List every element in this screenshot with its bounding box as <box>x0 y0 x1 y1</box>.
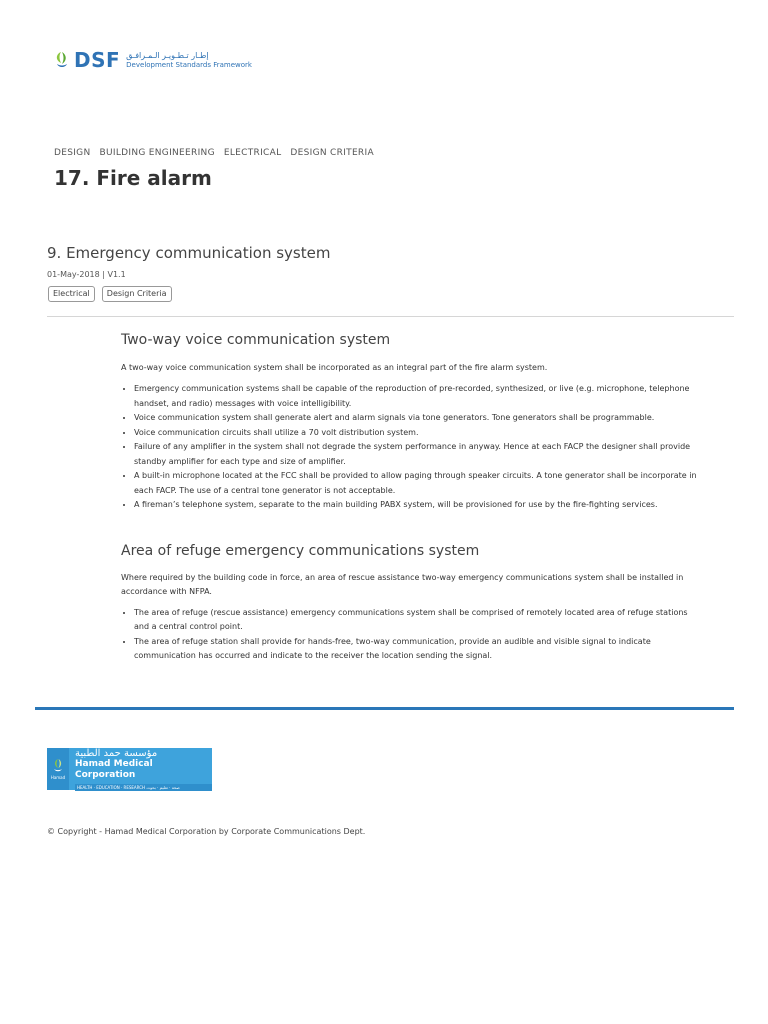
list-item: • The area of refuge station shall provide for hands-free, two-way communication, provide an audible and visible signal to indicate communication has occurred and indicate to the receiver the location sending the signal. <box>134 635 701 664</box>
block-intro: Where required by the building code in force, an area of rescue assistance two-way emergency communications system shall be installed in accordance with NFPA. <box>121 572 684 596</box>
breadcrumb-building-engineering[interactable]: BUILDING ENGINEERING <box>99 148 215 158</box>
hmc-logo-text <box>69 748 212 790</box>
section-title: 9. Emergency communication system <box>47 244 331 262</box>
copyright-text: © Copyright - Hamad Medical Corporation by Corporate Communications Dept. <box>47 827 366 836</box>
logo-wordmark: DSF <box>74 48 121 72</box>
bullet-list <box>121 606 701 664</box>
list-item: • The area of refuge (rescue assistance) emergency communications system shall be comprised of remotely located area of refuge stations and a central control point. <box>134 606 701 635</box>
footer-divider <box>35 707 734 710</box>
list-item: • Failure of any amplifier in the system shall not degrade the system performance in anyway. Hence at each FACP the designer shall provide standby amplifier for each type and size of amplifier. <box>134 440 701 469</box>
tag-electrical[interactable]: Electrical <box>48 286 95 302</box>
list-item: • A built-in microphone located at the FCC shall be provided to allow paging through speaker circuits. A tone generator shall be incorporate in each FACP. The use of a central tone generator is not acceptable. <box>134 469 701 498</box>
block-intro: A two-way voice communication system shall be incorporated as an integral part of the fire alarm system. <box>121 363 548 372</box>
block-heading: Two-way voice communication system <box>121 332 391 348</box>
hmc-side-label: Hamad <box>50 775 66 780</box>
dsf-logo[interactable] <box>53 50 252 70</box>
tag-design-criteria[interactable]: Design Criteria <box>102 286 172 302</box>
hmc-logo[interactable] <box>47 748 212 790</box>
list-item: • Emergency communication systems shall be capable of the reproduction of pre-recorded, synthesized, or live (e.g. microphone, telephone handset, and radio) messages with voice intelligibility. <box>134 382 701 411</box>
hmc-tagline: HEALTH · EDUCATION · RESEARCH صحة · تعليم · بحوث <box>75 784 212 791</box>
page-title: 17. Fire alarm <box>54 166 212 190</box>
list-item: • Voice communication circuits shall utilize a 70 volt distribution system. <box>134 426 701 441</box>
breadcrumb-design[interactable]: DESIGN <box>54 148 91 158</box>
list-item: • A fireman’s telephone system, separate to the main building PABX system, will be provisioned for use by the fire-fighting services. <box>134 498 701 513</box>
logo-text <box>126 51 252 70</box>
block-area-of-refuge <box>121 543 701 664</box>
hmc-english-name: Hamad Medical Corporation <box>75 758 153 780</box>
tag-list <box>48 286 172 302</box>
block-two-way-voice <box>121 332 701 513</box>
article-body <box>121 332 701 694</box>
block-heading: Area of refuge emergency communications system <box>121 542 480 559</box>
breadcrumb <box>54 148 374 158</box>
hmc-leaf-icon <box>51 758 65 774</box>
logo-arabic: إطـار تـطـويـر الـمـرافـق <box>126 50 209 60</box>
section-meta: 01-May-2018 | V1.1 <box>47 270 126 279</box>
dsf-leaf-icon <box>53 50 70 70</box>
list-item: • Voice communication system shall generate alert and alarm signals via tone generators. Tone generators shall be programmable. <box>134 411 701 426</box>
breadcrumb-design-criteria[interactable]: DESIGN CRITERIA <box>290 148 374 158</box>
bullet-list <box>121 382 701 513</box>
hmc-logo-mark <box>47 748 69 790</box>
section-divider <box>47 316 734 317</box>
hmc-arabic-name: مؤسسة حمد الطبية <box>75 747 158 759</box>
logo-subtitle: Development Standards Framework <box>126 60 252 69</box>
breadcrumb-electrical[interactable]: ELECTRICAL <box>223 148 282 158</box>
